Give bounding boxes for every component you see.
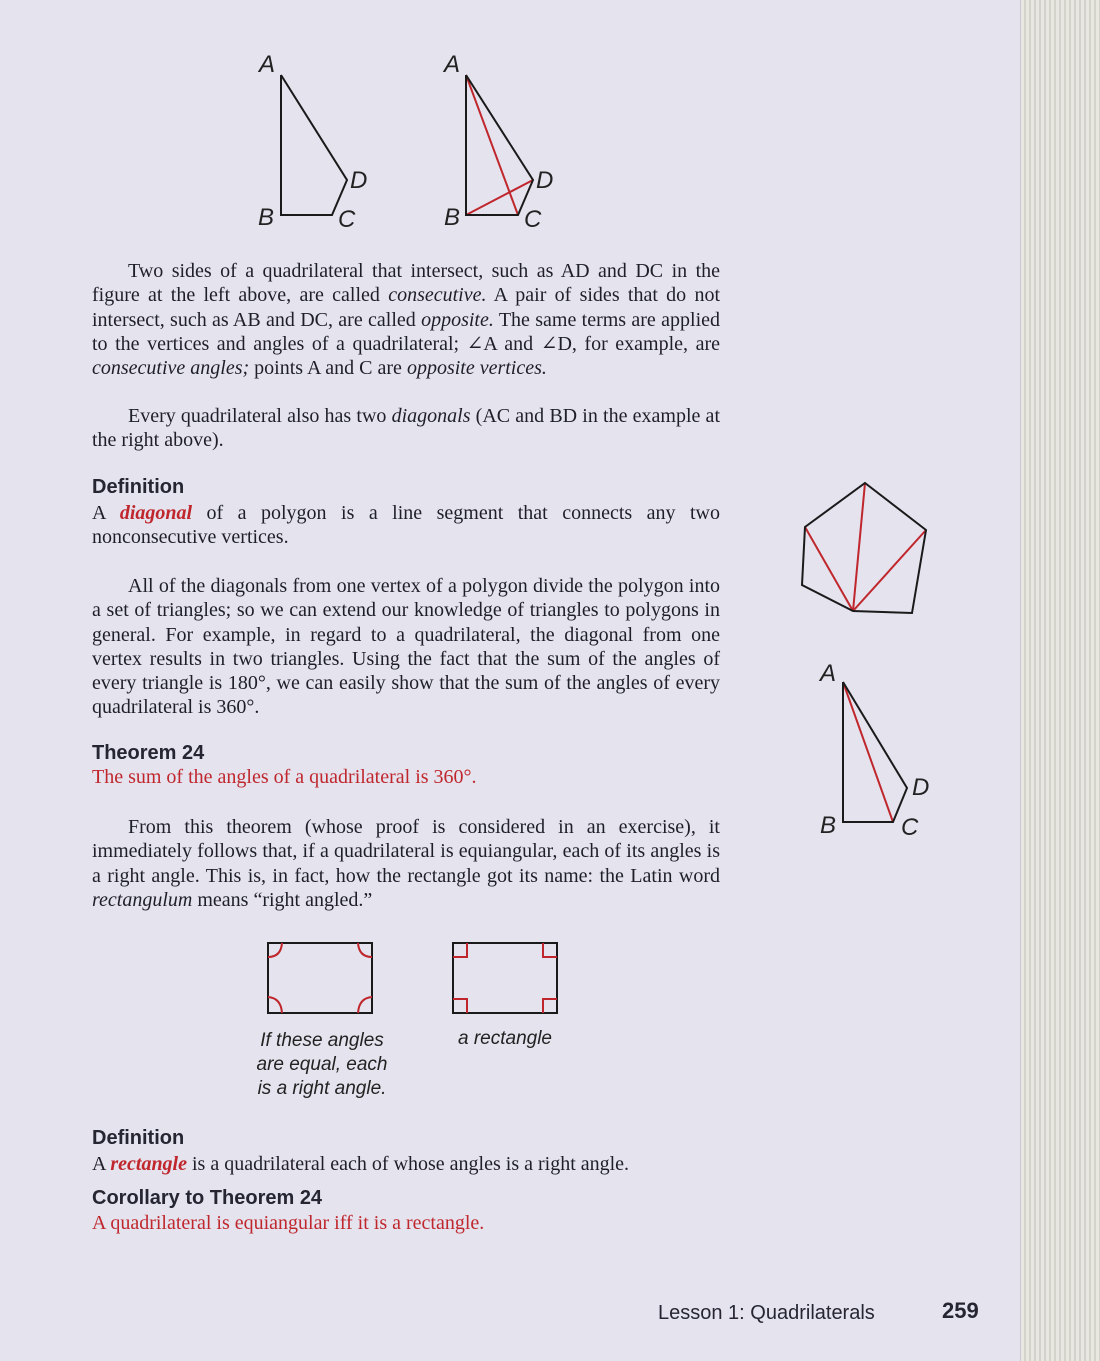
pentagon-diagonals-figure [795,475,935,620]
caption-equiangular: If these angles are equal, each is a right angle. [256,1030,388,1099]
paragraph-consecutive-opposite: Two sides of a quadrilateral that intersect, such as AD and DC in the figure at the left above, are called consecutive. A pair of sides that do not intersect, such as AB and DC, are called opposite. The same terms are applied to the vertices and angles of a quadrilateral; ∠A and ∠D, for example, are consecutive angles; points A and C are opposite vertices. [92,260,720,380]
equiangular-quadrilateral-figure [266,941,376,1016]
definition-rectangle: A rectangle is a quadrilateral each of whose angles is a right angle. [92,1153,630,1175]
vertex-label-d: D [912,774,930,801]
footer-lesson-title: Lesson 1: Quadrilaterals [658,1302,875,1324]
vertex-label-d: D [536,167,554,194]
caption-rectangle: a rectangle [457,1028,552,1049]
definition-heading-diagonal: Definition [92,476,185,498]
paragraph-diagonals: Every quadrilateral also has two diagonals (AC and BD in the example at the right above). [92,405,720,452]
definition-heading-rectangle: Definition [92,1127,185,1149]
page-number: 259 [942,1298,979,1323]
vertex-label-c: C [901,814,919,841]
corollary-statement: A quadrilateral is equiangular iff it is a rectangle. [92,1212,485,1234]
rectangle-figure [451,941,561,1016]
vertex-label-a: A [259,51,276,78]
paragraph-rectangulum: From this theorem (whose proof is considered in an exercise), it immediately follows that, if a quadrilateral is equiangular, each of its angles is a right angle. This is, in fact, how the rectangle got its name: the Latin word rectangulum means “right angled.” [92,816,720,911]
vertex-label-a: A [820,660,837,687]
vertex-label-b: B [258,204,275,231]
vertex-label-c: C [338,206,356,233]
quadrilateral-figure-margin [815,655,945,845]
page-edge [1020,0,1100,1361]
vertex-label-b: B [820,812,837,839]
quadrilateral-figure-left [250,50,390,240]
vertex-label-b: B [444,204,461,231]
vertex-label-a: A [444,51,461,78]
quadrilateral-figure-right [436,50,576,240]
theorem-24-heading: Theorem 24 [92,742,205,764]
theorem-24-statement: The sum of the angles of a quadrilateral is 360°. [92,766,477,788]
vertex-label-d: D [350,167,368,194]
definition-diagonal: A diagonal of a polygon is a line segment that connects any two nonconsecutive vertices. [92,502,720,549]
paragraph-polygon-triangles: All of the diagonals from one vertex of a polygon divide the polygon into a set of triangles; so we can extend our knowledge of triangles to polygons in general. For example, in regard to a quadrilateral, the diagonal from one vertex results in two triangles. Using the fact that the sum of the angles of every triangle is 180°, we can easily show that the sum of the angles of every quadrilateral is 360°. [92,575,720,719]
corollary-heading: Corollary to Theorem 24 [92,1187,323,1209]
vertex-label-c: C [524,206,542,233]
